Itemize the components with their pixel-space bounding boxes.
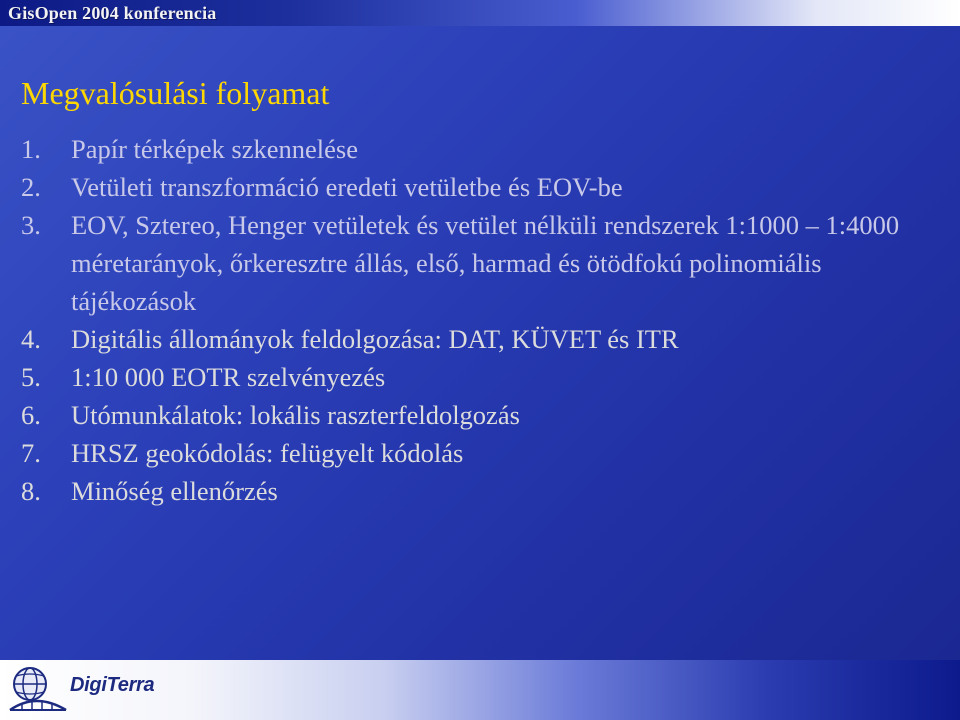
logo-wordmark: DigiTerra [70, 674, 155, 696]
step-text: Papír térképek szkennelése [71, 134, 358, 164]
step-number: 6. [21, 400, 41, 430]
slide-heading: Megvalósulási folyamat [21, 75, 330, 111]
step-number: 5. [21, 362, 41, 392]
step-text: HRSZ geokódolás: felügyelt kódolás [71, 438, 464, 468]
process-steps-list [21, 130, 951, 510]
step-text: Utómunkálatok: lokális raszterfeldolgozás [71, 400, 520, 430]
step-number: 2. [21, 172, 41, 202]
list-item [21, 130, 951, 168]
step-number: 7. [21, 438, 41, 468]
step-text: EOV, Sztereo, Henger vetületek és vetület nélküli rendszerek 1:1000 – 1:4000 méretarányok, őrkeresztre állás, első, harmad és ötödfokú polinomiális tájékozások [71, 210, 900, 316]
list-item [21, 472, 951, 510]
list-item [21, 206, 951, 320]
step-number: 4. [21, 324, 41, 354]
title-bar [0, 0, 960, 26]
conference-title: GisOpen 2004 konferencia [8, 3, 217, 23]
list-item [21, 434, 951, 472]
step-text: Vetületi transzformáció eredeti vetületbe és EOV-be [71, 172, 623, 202]
step-number: 8. [21, 476, 41, 506]
list-item [21, 358, 951, 396]
globe-bridge-icon [8, 664, 68, 716]
step-text: 1:10 000 EOTR szelvényezés [71, 362, 386, 392]
step-number: 3. [21, 210, 41, 240]
step-text: Minőség ellenőrzés [71, 476, 278, 506]
list-item [21, 168, 951, 206]
list-item [21, 320, 951, 358]
list-item [21, 396, 951, 434]
digiterra-logo [8, 664, 218, 716]
step-text: Digitális állományok feldolgozása: DAT, KÜVET és ITR [71, 324, 679, 354]
step-number: 1. [21, 134, 41, 164]
